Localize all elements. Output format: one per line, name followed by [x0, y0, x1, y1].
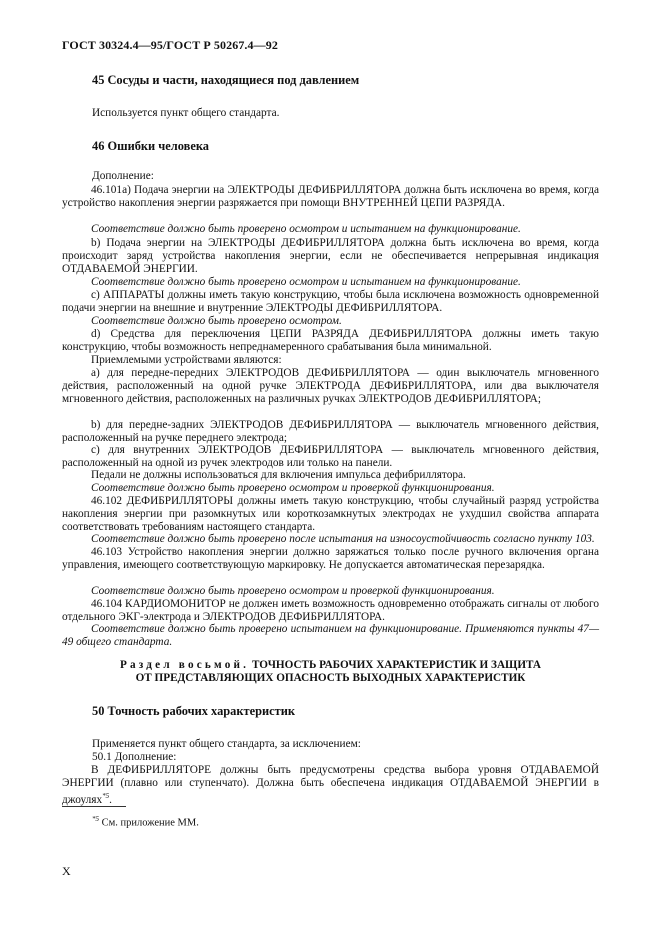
compliance-note-4: Соответствие должно быть проверено осмотром и проверкой функционирования.: [91, 482, 495, 494]
footnote-ref[interactable]: *5: [102, 791, 110, 800]
footnote: [92, 813, 199, 830]
section-8-heading: [62, 659, 599, 684]
paragraph-46-103: 46.103 Устройство накопления энергии должно заряжаться только после ручного включения органа управления, имеющего соответствующую маркировку. Не допускается автоматическая перезарядка.: [62, 546, 599, 571]
section-8-line-2: ОТ ПРЕДСТАВЛЯЮЩИХ ОПАСНОСТЬ ВЫХОДНЫХ ХАРАКТЕРИСТИК: [135, 671, 526, 684]
compliance-note-1: Соответствие должно быть проверено осмотром и испытанием на функционирование.: [91, 223, 521, 235]
acceptable-devices-label: Приемлемыми устройствами являются:: [91, 354, 282, 366]
footnote-text: См. приложение ММ.: [99, 817, 199, 829]
list-item-b: b) для передне-задних ЭЛЕКТРОДОВ ДЕФИБРИЛЛЯТОРА — выключатель мгновенного действия, расположенный на ручке переднего электрода;: [62, 419, 599, 444]
paragraph-46-101d: d) Средства для переключения ЦЕПИ РАЗРЯДА ДЕФИБРИЛЛЯТОРА должны иметь такую конструкцию, чтобы возможность непреднамеренного срабатывания была минимальной.: [62, 328, 599, 353]
paragraph-50-1: [62, 764, 599, 806]
compliance-note-7: Соответствие должно быть проверено испытанием на функционирование. Применяются пункты 47—49 общего стандарта.: [62, 623, 599, 648]
paragraph-46-101a: 46.101а) Подача энергии на ЭЛЕКТРОДЫ ДЕФИБРИЛЛЯТОРА должна быть исключена во время, когда устройство накопления энергии разряжается при помощи ВНУТРЕННЕЙ ЦЕПИ РАЗРЯДА.: [62, 184, 599, 209]
addition-label: Дополнение:: [92, 170, 154, 182]
section-8-line-1: ТОЧНОСТЬ РАБОЧИХ ХАРАКТЕРИСТИК И ЗАЩИТА: [249, 659, 542, 671]
document-header: ГОСТ 30324.4—95/ГОСТ Р 50267.4—92: [62, 38, 278, 52]
paragraph-46-101c: c) АППАРАТЫ должны иметь такую конструкцию, чтобы была исключена возможность одновременной подачи энергии на внешние и внутренние ЭЛЕКТРОДЫ ДЕФИБРИЛЛЯТОРА.: [62, 289, 599, 314]
paragraph-50-1-end: .: [109, 793, 112, 806]
footnote-divider: [62, 806, 126, 807]
paragraph-46-101b: b) Подача энергии на ЭЛЕКТРОДЫ ДЕФИБРИЛЛЯТОРА должна быть исключена во время, когда происходит заряд устройства накопления энергии, если не обеспечивается непрерывная индикация ОТДАВАЕМОЙ ЭНЕРГИИ.: [62, 237, 599, 275]
section-8-spaced-label: Раздел восьмой.: [119, 659, 250, 671]
page-number: X: [62, 864, 71, 878]
pedals-text: Педали не должны использоваться для включения импульса дефибриллятора.: [91, 469, 466, 481]
list-item-a: a) для передне-передних ЭЛЕКТРОДОВ ДЕФИБРИЛЛЯТОРА — один выключатель мгновенного действия, расположенный на одной ручке ЭЛЕКТРОДА ДЕФИБРИЛЛЯТОРА, или два выключателя мгновенного действия, расположенных на различных ручках ЭЛЕКТРОДОВ ДЕФИБРИЛЛЯТОРА;: [62, 367, 599, 405]
section-45-text: Используется пункт общего стандарта.: [92, 107, 280, 119]
compliance-note-6: Соответствие должно быть проверено осмотром и проверкой функционирования.: [91, 585, 495, 597]
section-46-title: 46 Ошибки человека: [92, 139, 209, 153]
compliance-note-2: Соответствие должно быть проверено осмотром и испытанием на функционирование.: [91, 276, 521, 288]
paragraph-46-104: 46.104 КАРДИОМОНИТОР не должен иметь возможность одновременно отображать сигналы от любого отдельного ЭКГ-электрода и ЭЛЕКТРОДОВ ДЕФИБРИЛЛЯТОРА.: [62, 598, 599, 623]
section-50-applies: Применяется пункт общего стандарта, за исключением:: [92, 738, 361, 750]
list-item-c: c) для внутренних ЭЛЕКТРОДОВ ДЕФИБРИЛЛЯТОРА — выключатель мгновенного действия, расположенный на одной из ручек электродов или только на панели.: [62, 444, 599, 469]
compliance-note-5: Соответствие должно быть проверено после испытания на износоустойчивость согласно пункту 103.: [91, 533, 595, 545]
paragraph-50-1-text: В ДЕФИБРИЛЛЯТОРЕ должны быть предусмотрены средства выбора уровня ОТДАВАЕМОЙ ЭНЕРГИИ (плавно или ступенчато). Должна быть обеспечена индикация ОТДАВАЕМОЙ ЭНЕРГИИ в джоулях: [62, 764, 599, 806]
footnote-mark: *5: [92, 815, 99, 823]
addition-50-1: 50.1 Дополнение:: [92, 751, 177, 763]
section-45-title: 45 Сосуды и части, находящиеся под давлением: [92, 73, 360, 87]
paragraph-46-102: 46.102 ДЕФИБРИЛЛЯТОРЫ должны иметь такую конструкцию, чтобы случайный разряд устройства накопления энергии при разомкнутых или короткозамкнутых электродах не ухудшил свойства аппарата соответствовать требованиям настоящего стандарта.: [62, 495, 599, 533]
compliance-note-3: Соответствие должно быть проверено осмотром.: [91, 315, 342, 327]
section-50-title: 50 Точность рабочих характеристик: [92, 704, 295, 718]
